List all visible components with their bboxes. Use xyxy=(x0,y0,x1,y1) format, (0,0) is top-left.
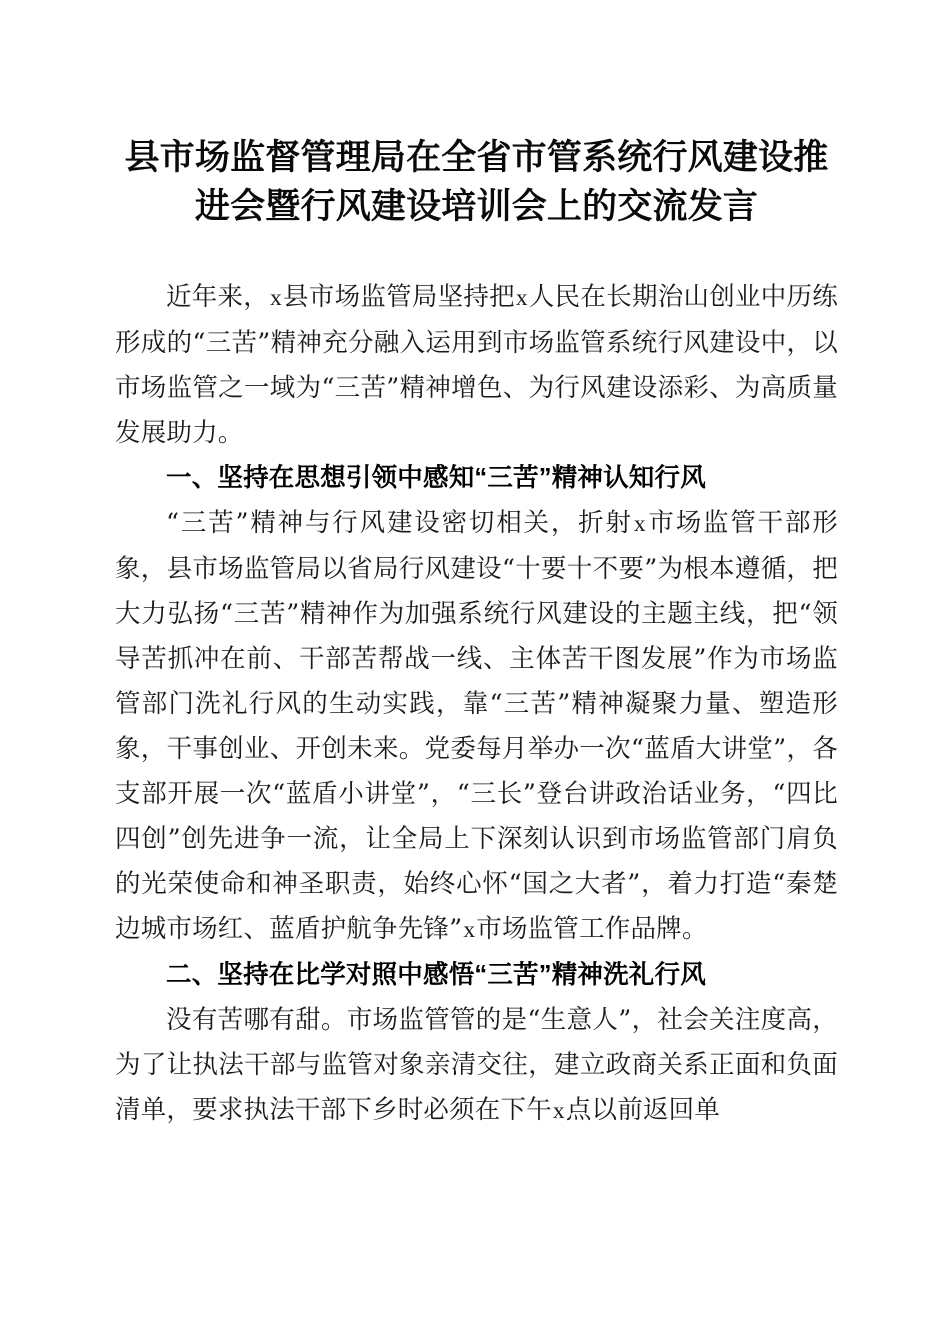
body-paragraph-section-one: “三苦”精神与行风建设密切相关，折射x市场监管干部形象，县市场监管局以省局行风建设“十要十不要”为根本遵循，把大力弘扬“三苦”精神作为加强系统行风建设的主题主线，把“领导苦抓冲在前、干部苦帮战一线、主体苦干图发展”作为市场监管部门洗礼行风的生动实践，靠“三苦”精神凝聚力量、塑造形象，干事创业、开创未来。党委每月举办一次“蓝盾大讲堂”，各支部开展一次“蓝盾小讲堂”，“三长”登台讲政治话业务，“四比四创”创先进争一流，让全局上下深刻认识到市场监管部门肩负的光荣使命和神圣职责，始终心怀“国之大者”，着力打造“秦楚边城市场红、蓝盾护航争先锋”x市场监管工作品牌。 xyxy=(115,508,838,944)
latin-run: x xyxy=(463,917,476,943)
latin-run: x xyxy=(515,285,528,311)
body-paragraph-section-two: 没有苦哪有甜。市场监管管的是“生意人”，社会关注度高，为了让执法干部与监管对象亲清交往，建立政商关系正面和负面清单，要求执法干部下乡时必须在下午x点以前返回单 xyxy=(115,1005,838,1125)
body-paragraph-intro: 近年来，x县市场监管局坚持把x人民在长期治山创业中历练形成的“三苦”精神充分融入运用到市场监管系统行风建设中，以市场监管之一域为“三苦”精神增色、为行风建设添彩、为高质量发展助力。 xyxy=(115,282,838,448)
page-title: 县市场监督管理局在全省市管系统行风建设推进会暨行风建设培训会上的交流发言 xyxy=(124,138,829,226)
document-content xyxy=(115,0,838,1134)
latin-run: x xyxy=(633,511,646,537)
latin-run: x xyxy=(552,1098,565,1124)
latin-run: x xyxy=(270,285,282,311)
section-heading-two: 二、坚持在比学对照中感悟“三苦”精神洗礼行风 xyxy=(166,961,706,989)
section-heading-one: 一、坚持在思想引领中感知“三苦”精神认知行风 xyxy=(166,464,706,492)
